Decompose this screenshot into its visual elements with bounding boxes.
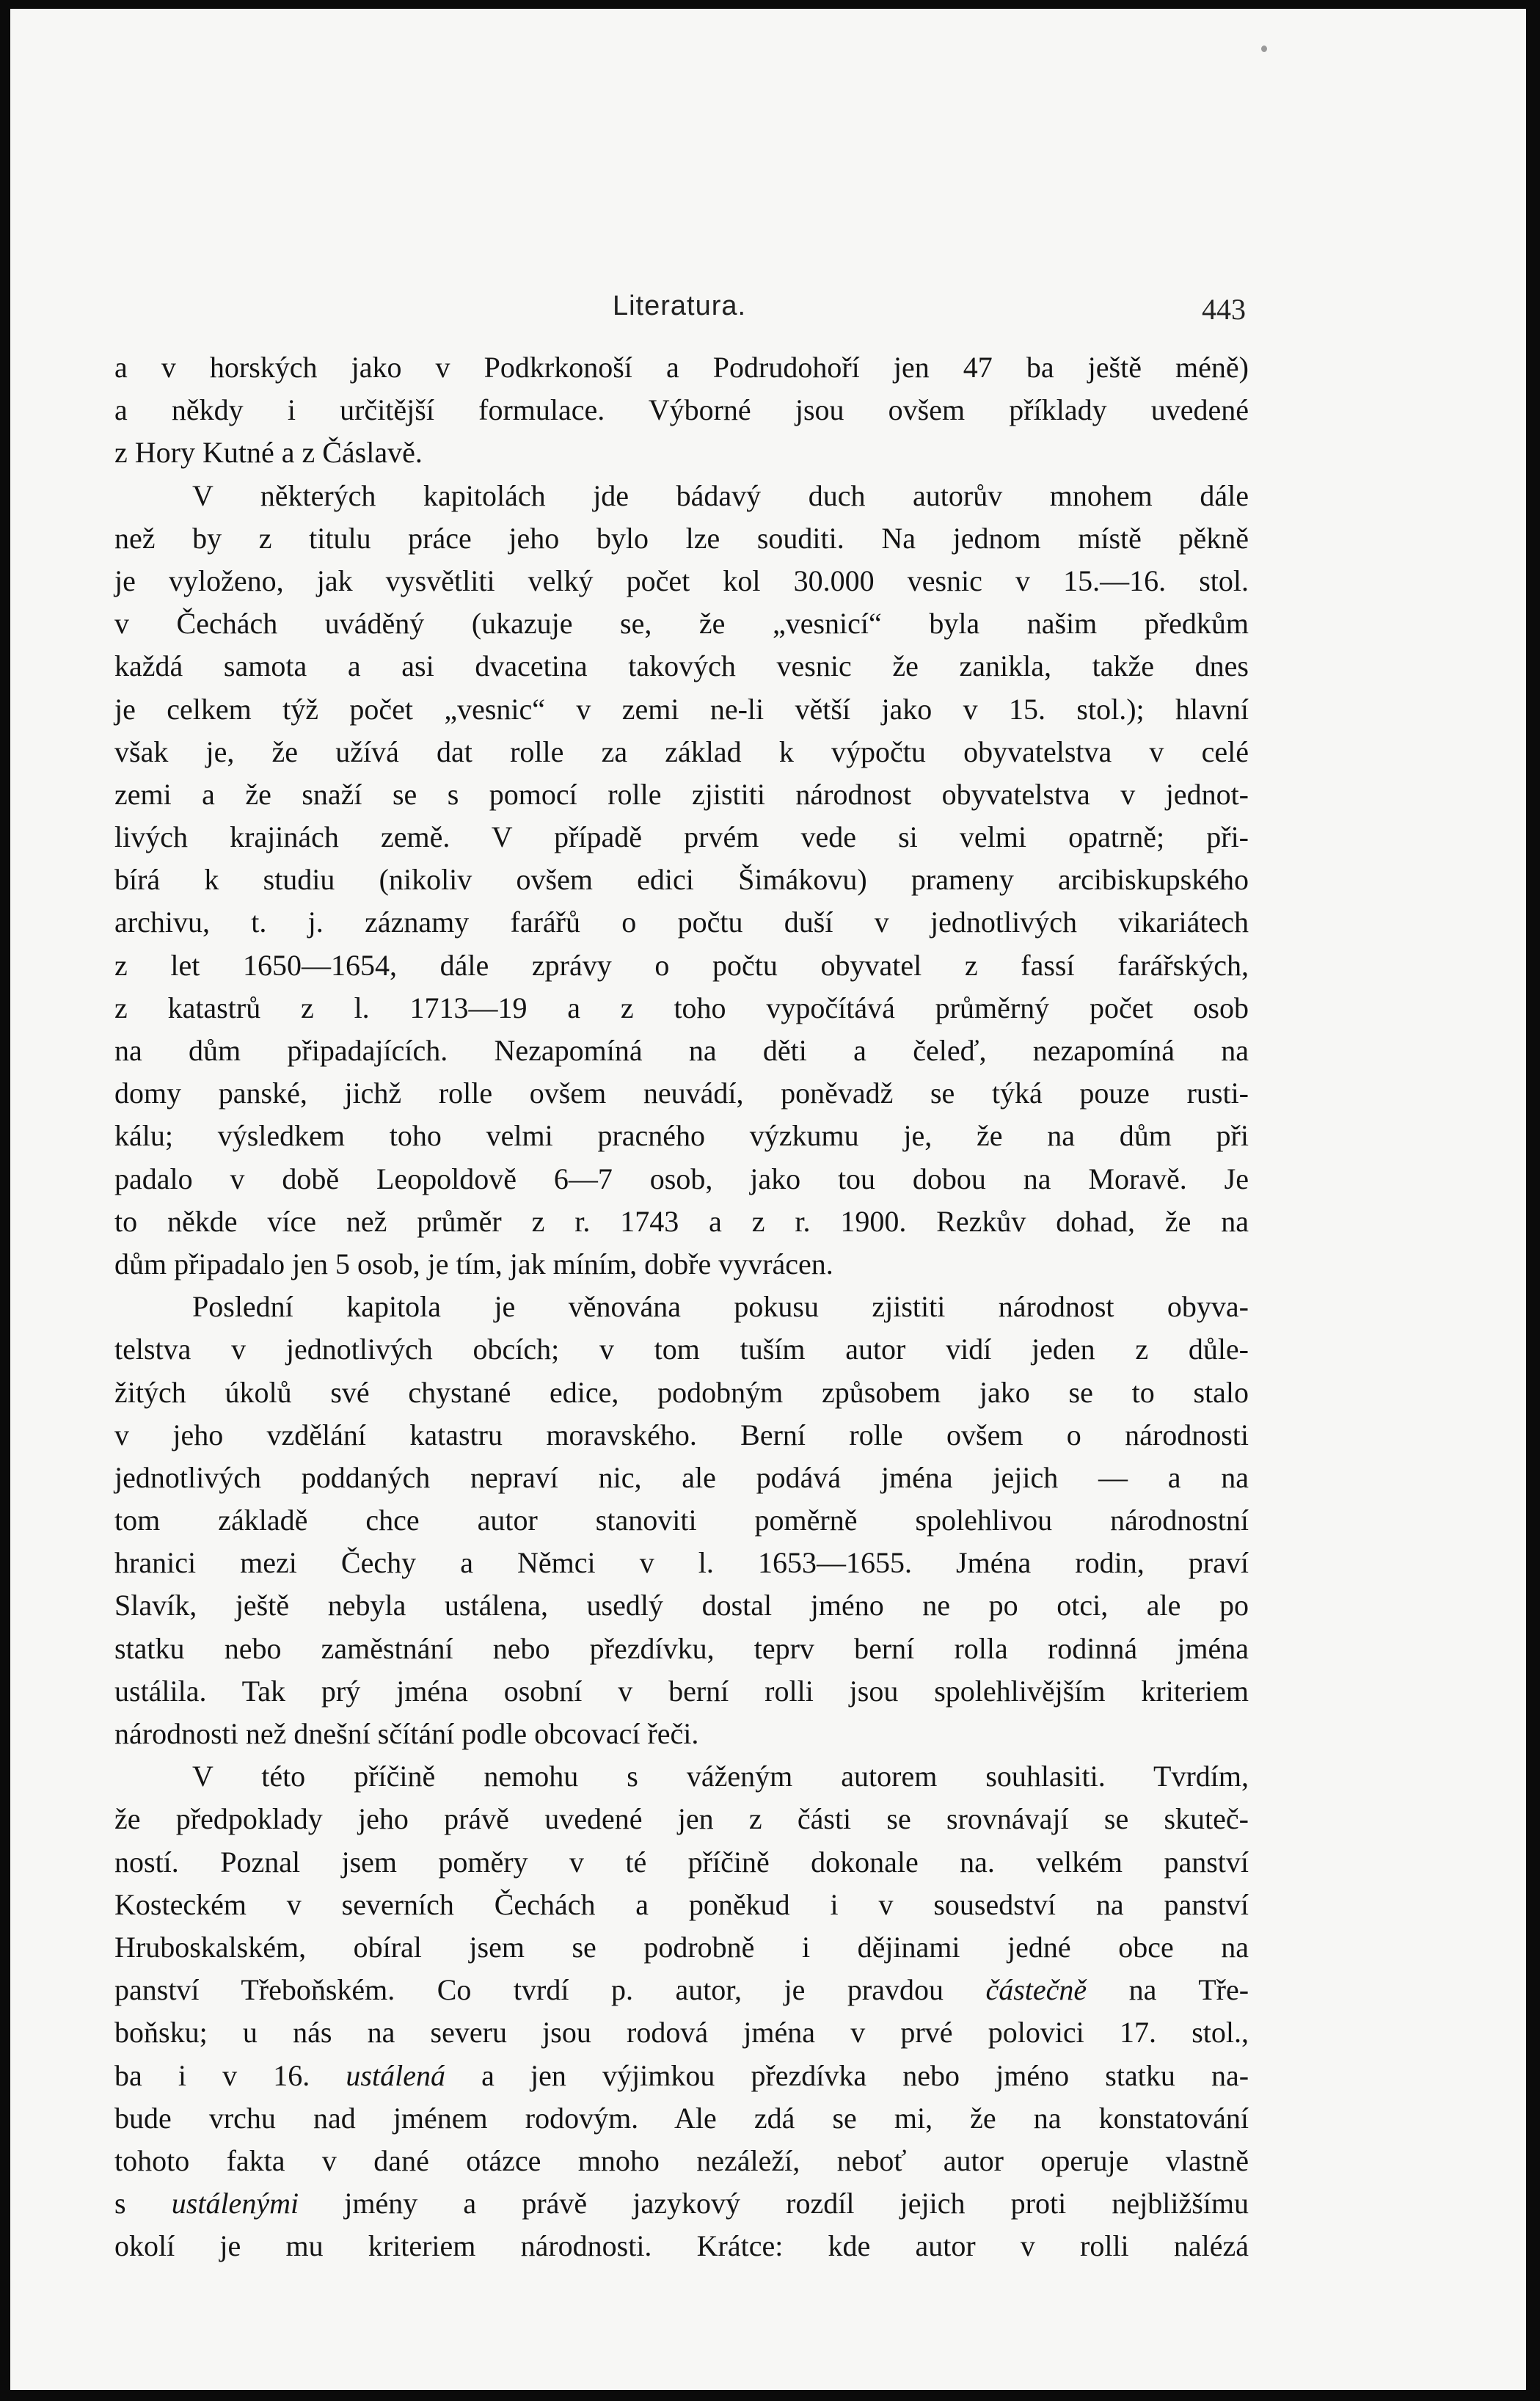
text-line: na dům připadajících. Nezapomíná na děti a čeleď, nezapomíná na: [114, 1034, 1249, 1067]
text-segment: a jen výjimkou přezdívka nebo jméno statku na-: [481, 2058, 1249, 2092]
text-line: Kosteckém v severních Čechách a poněkud i v sousedství na panství: [114, 1887, 1249, 1921]
italic-emphasis: ustálená: [346, 2058, 445, 2092]
text-line: že předpoklady jeho právě uvedené jen z části se srovnávají se skuteč-: [114, 1802, 1249, 1836]
italic-emphasis: ustálenými: [171, 2187, 299, 2220]
text-line: ností. Poznal jsem poměry v té příčině dokonale na. velkém panství: [114, 1845, 1249, 1879]
text-line: v Čechách uváděný (ukazuje se, že „vesnicí“ byla našim předkům: [114, 607, 1249, 641]
text-line: z Hory Kutné a z Čáslavě.: [114, 436, 423, 470]
paragraph-start-line: Poslední kapitola je věnována pokusu zjistiti národnost obyva-: [192, 1290, 1249, 1324]
text-line: je vyloženo, jak vysvětliti velký počet kol 30.000 vesnic v 15.—16. stol.: [114, 564, 1249, 597]
text-line-with-italic: [114, 2182, 1249, 2225]
text-line: jednotlivých poddaných nepraví nic, ale podává jména jejich — a na: [114, 1460, 1249, 1494]
paragraph-start-line: V některých kapitolách jde bádavý duch autorův mnohem dále: [192, 478, 1249, 512]
text-segment: ba i v 16.: [114, 2058, 310, 2092]
text-line: bírá k studiu (nikoliv ovšem edici Šimákovu) prameny arcibiskupského: [114, 863, 1249, 897]
text-line: z katastrů z l. 1713—19 a z toho vypočítává průměrný počet osob: [114, 991, 1249, 1024]
text-line: domy panské, jichž rolle ovšem neuvádí, poněvadž se týká pouze rusti-: [114, 1076, 1249, 1110]
text-line: kálu; výsledkem toho velmi pracného výzkumu je, že na dům při: [114, 1119, 1249, 1153]
text-line: než by z titulu práce jeho bylo lze souditi. Na jednom místě pěkně: [114, 521, 1249, 555]
text-line: ustálila. Tak prý jména osobní v berní rolli jsou spolehlivějším kriteriem: [114, 1674, 1249, 1708]
text-line: v jeho vzdělání katastru moravského. Berní rolle ovšem o národnosti: [114, 1418, 1249, 1451]
text-line-with-italic: [114, 1969, 1249, 2011]
paragraph-start-line: V této příčině nemohu s váženým autorem souhlasiti. Tvrdím,: [192, 1760, 1249, 1793]
text-line: dům připadalo jen 5 osob, je tím, jak míním, dobře vyvrácen.: [114, 1247, 833, 1280]
text-line-with-italic: [114, 2055, 1249, 2097]
text-line: a v horských jako v Podkrkonoší a Podrudohoří jen 47 ba ještě méně): [114, 351, 1249, 384]
text-line: tohoto fakta v dané otázce mnoho nezáleží, neboť autor operuje vlastně: [114, 2143, 1249, 2177]
text-line: hranici mezi Čechy a Němci v l. 1653—1655. Jména rodin, praví: [114, 1546, 1249, 1580]
text-line: Hruboskalském, obíral jsem se podrobně i dějinami jedné obce na: [114, 1930, 1249, 1964]
text-line: padalo v době Leopoldově 6—7 osob, jako tou dobou na Moravě. Je: [114, 1162, 1249, 1195]
italic-emphasis: částečně: [985, 1973, 1087, 2007]
text-segment: na Tře-: [1128, 1973, 1249, 2007]
running-title: Literatura.: [612, 291, 747, 321]
text-segment: jmény a právě jazykový rozdíl jejich proti nejbližšímu: [344, 2187, 1249, 2220]
text-segment: s: [114, 2187, 126, 2220]
text-line: Slavík, ještě nebyla ustálena, usedlý dostal jméno ne po otci, ale po: [114, 1589, 1249, 1622]
text-line: boňsku; u nás na severu jsou rodová jména v prvé polovici 17. stol.,: [114, 2016, 1249, 2050]
body-text: [114, 346, 1249, 2267]
text-line: je celkem týž počet „vesnic“ v zemi ne-li větší jako v 15. stol.); hlavní: [114, 692, 1249, 726]
text-line: livých krajinách země. V případě prvém vede si velmi opatrně; při-: [114, 820, 1249, 854]
text-line: však je, že užívá dat rolle za základ k výpočtu obyvatelstva v celé: [114, 735, 1249, 768]
text-line: z let 1650—1654, dále zprávy o počtu obyvatel z fassí farářských,: [114, 948, 1249, 982]
text-line: bude vrchu nad jménem rodovým. Ale zdá se mi, že na konstatování: [114, 2101, 1249, 2135]
text-line: zemi a že snaží se s pomocí rolle zjistiti národnost obyvatelstva v jednot-: [114, 777, 1249, 811]
running-head: [113, 286, 1246, 330]
text-line: to někde více než průměr z r. 1743 a z r. 1900. Rezkův dohad, že na: [114, 1204, 1249, 1238]
page-sheet: [10, 9, 1526, 2390]
text-segment: panství Třeboňském. Co tvrdí p. autor, je pravdou: [114, 1973, 944, 2007]
text-line: a někdy i určitější formulace. Výborné jsou ovšem příklady uvedené: [114, 393, 1249, 427]
text-line: žitých úkolů své chystané edice, podobným způsobem jako se to stalo: [114, 1375, 1249, 1409]
text-line: statku nebo zaměstnání nebo přezdívku, teprv berní rolla rodinná jména: [114, 1631, 1249, 1665]
text-line: národnosti než dnešní sčítání podle obcovací řeči.: [114, 1717, 699, 1750]
text-line: telstva v jednotlivých obcích; v tom tuším autor vidí jeden z důle-: [114, 1333, 1249, 1366]
text-line: archivu, t. j. záznamy farářů o počtu duší v jednotlivých vikariátech: [114, 906, 1249, 939]
text-line: tom základě chce autor stanoviti poměrně spolehlivou národnostní: [114, 1504, 1249, 1537]
page-number: 443: [1202, 293, 1246, 326]
text-line: každá samota a asi dvacetina takových vesnic že zanikla, takže dnes: [114, 649, 1249, 683]
text-line: okolí je mu kriteriem národnosti. Krátce: kde autor v rolli nalézá: [114, 2229, 1249, 2263]
speck-mark: [1261, 45, 1267, 52]
